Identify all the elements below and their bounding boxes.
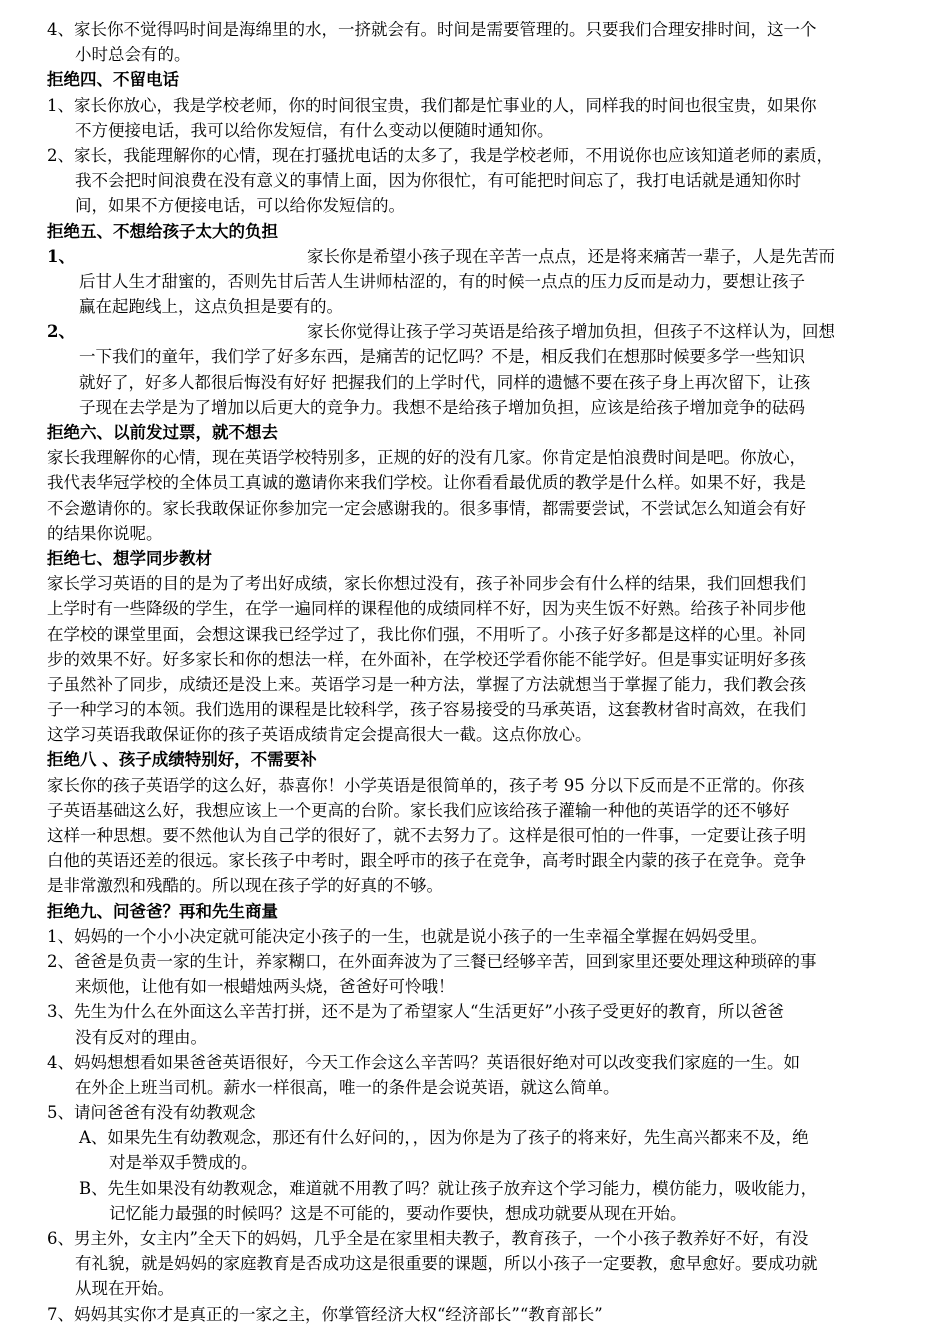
text-line: 1、家长你放心，我是学校老师，你的时间很宝贵，我们都是忙事业的人，同样我的时间也很宝贵，如果你 (47, 95, 817, 115)
text-line: 子现在去学是为了增加以后更大的竞争力。我想不是给孩子增加负担，应该是给孩子增加竞争的砝码 (79, 397, 805, 417)
text-line: 从现在开始。 (75, 1279, 174, 1299)
text-line: 2、家长，我能理解你的心情，现在打骚扰电话的太多了，我是学校老师，不用说你也应该知道老师的素质， (47, 145, 833, 165)
text-line: 一下我们的童年，我们学了好多东西，是痛苦的记忆吗？不是，相反我们在想那时候要多学一些知识 (79, 347, 805, 367)
text-line: 我不会把时间浪费在没有意义的事情上面，因为你很忙，有可能把时间忘了，我打电话就是通知你时 (75, 171, 801, 191)
text-line: 5、请问爸爸有没有幼教观念 (47, 1103, 256, 1123)
document-page (47, 17, 909, 1327)
section-heading: 拒绝六、以前发过票，就不想去 (47, 423, 278, 442)
text-line: 这学习英语我敢保证你的孩子英语成绩肯定会提高很大一截。这点你放心。 (47, 725, 592, 745)
text-line: 7、妈妈其实你才是真正的一家之主，你掌管经济大权“经济部长”“教育部长” (47, 1304, 603, 1324)
text-line: 4、家长你不觉得吗时间是海绵里的水，一挤就会有。时间是需要管理的。只要我们合理安排时间，这一个 (47, 20, 817, 39)
text-line: 后甘人生才甜蜜的，否则先甘后苦人生讲师枯涩的，有的时候一点点的压力反而是动力，要想让孩子 (79, 271, 805, 291)
text-line: 在学校的课堂里面，会想这课我已经学过了，我比你们强，不用听了。小孩子好多都是这样的心里。补同 (47, 624, 806, 644)
text-line: 来烦他，让他有如一根蜡烛两头烧，爸爸好可怜哦！ (75, 977, 455, 997)
list-item (47, 244, 909, 269)
text-line: 家长你是希望小孩子现在辛苦一点点，还是将来痛苦一辈子，人是先苦而 (306, 246, 835, 266)
section-heading: 拒绝九、问爸爸？再和先生商量 (47, 901, 278, 921)
list-item (47, 319, 909, 344)
text-line: 就好了，好多人都很后悔没有好好 把握我们的上学时代，同样的遗憾不要在孩子身上再次留下，让孩 (79, 372, 811, 392)
text-line: 在外企上班当司机。薪水一样很高，唯一的条件是会说英语，就这么简单。 (75, 1077, 620, 1097)
text-line: 家长你的孩子英语学的这么好，恭喜你！小学英语是很简单的，孩子考 95 分以下反而是不正常的。你孩 (47, 775, 805, 795)
text-line: 没有反对的理由。 (75, 1027, 207, 1047)
text-line: 3、先生为什么在外面这么辛苦打拼，还不是为了希望家人“生活更好”小孩子受更好的教育，所以爸爸 (47, 1002, 784, 1022)
section-heading: 拒绝八 、孩子成绩特别好，不需要补 (47, 750, 317, 770)
text-line: 不会邀请你的。家长我敢保证你参加完一定会感谢我的。很多事情，都需要尝试，不尝试怎么知道会有好 (47, 498, 806, 518)
text-line: 上学时有一些降级的学生，在学一遍同样的课程他的成绩同样不好，因为夹生饭不好熟。给孩子补同步他 (47, 599, 806, 619)
text-line: 1、妈妈的一个小小决定就可能决定小孩子的一生，也就是说小孩子的一生幸福全掌握在妈妈受里。 (47, 926, 767, 946)
text-line: 子虽然补了同步，成绩还是没上来。英语学习是一种方法，掌握了方法就想当于掌握了能力，我们教会孩 (47, 674, 806, 694)
text-line: B、先生如果没有幼教观念，难道就不用教了吗？就让孩子放弃这个学习能力，模仿能力，吸收能力， (79, 1178, 818, 1198)
text-line: 对是举双手赞成的。 (109, 1153, 258, 1173)
text-line: 家长学习英语的目的是为了考出好成绩，家长你想过没有，孩子补同步会有什么样的结果，我们回想我们 (47, 574, 806, 594)
text-line: 家长我理解你的心情，现在英语学校特别多，正规的好的没有几家。你肯定是怕浪费时间是吧。你放心， (47, 448, 806, 468)
text-line: 是非常激烈和残酷的。所以现在孩子学的好真的不够。 (47, 876, 443, 896)
text-line: 家长你觉得让孩子学习英语是给孩子增加负担，但孩子不这样认为，回想 (306, 322, 835, 342)
section-heading: 拒绝五、不想给孩子太大的负担 (47, 221, 278, 241)
text-line: 子一种学习的本领。我们选用的课程是比较科学，孩子容易接受的马承英语，这套教材省时高效，在我们 (47, 700, 806, 720)
text-line: 2、爸爸是负责一家的生计，养家糊口，在外面奔波为了三餐已经够辛苦，回到家里还要处理这种琐碎的事 (47, 951, 817, 971)
section-heading: 拒绝七、想学同步教材 (47, 548, 212, 568)
section-heading: 拒绝四、不留电话 (47, 70, 179, 90)
text-line: 子英语基础这么好，我想应该上一个更高的台阶。家长我们应该给孩子灌输一种他的英语学的还不够好 (47, 800, 790, 820)
text-line: 步的效果不好。好多家长和你的想法一样，在外面补，在学校还学看你能不能学好。但是事实证明好多孩 (47, 649, 806, 669)
text-line: 有礼貌，就是妈妈的家庭教育是否成功这是很重要的课题，所以小孩子一定要教，愈早愈好。要成功就 (75, 1254, 818, 1274)
text-line: 这样一种思想。要不然他认为自己学的很好了，就不去努力了。这样是很可怕的一件事，一定要让孩子明 (47, 826, 806, 845)
text-line: A、如果先生有幼教观念，那还有什么好问的，，因为你是为了孩子的将来好，先生高兴都来不及，绝 (79, 1128, 809, 1148)
text-line: 的结果你说呢。 (47, 523, 163, 543)
text-line: 小时总会有的。 (75, 45, 191, 65)
text-line: 赢在起跑线上，这点负担是要有的。 (79, 297, 343, 317)
text-line: 4、妈妈想想看如果爸爸英语很好，今天工作会这么辛苦吗？英语很好绝对可以改变我们家庭的一生。如 (47, 1052, 800, 1072)
text-line: 6、男主外，女主内”全天下的妈妈，几乎全是在家里相夫教子，教育孩子，一个小孩子教养好不好，有没 (47, 1229, 809, 1248)
text-line: 白他的英语还差的很远。家长孩子中考时，跟全呼市的孩子在竞争，高考时跟全内蒙的孩子在竞争。竞争 (47, 851, 806, 871)
text-line: 记忆能力最强的时候吗？这是不可能的，要动作要快，想成功就要从现在开始。 (109, 1203, 687, 1223)
text-line: 间，如果不方便接电话，可以给你发短信的。 (75, 196, 405, 216)
item-number: 1、 (47, 246, 75, 266)
text-line: 我代表华冠学校的全体员工真诚的邀请你来我们学校。让你看看最优质的教学是什么样。如果不好，我是 (47, 473, 806, 493)
item-number: 2、 (47, 322, 75, 342)
text-line: 不方便接电话，我可以给你发短信，有什么变动以便随时通知你。 (75, 120, 554, 140)
